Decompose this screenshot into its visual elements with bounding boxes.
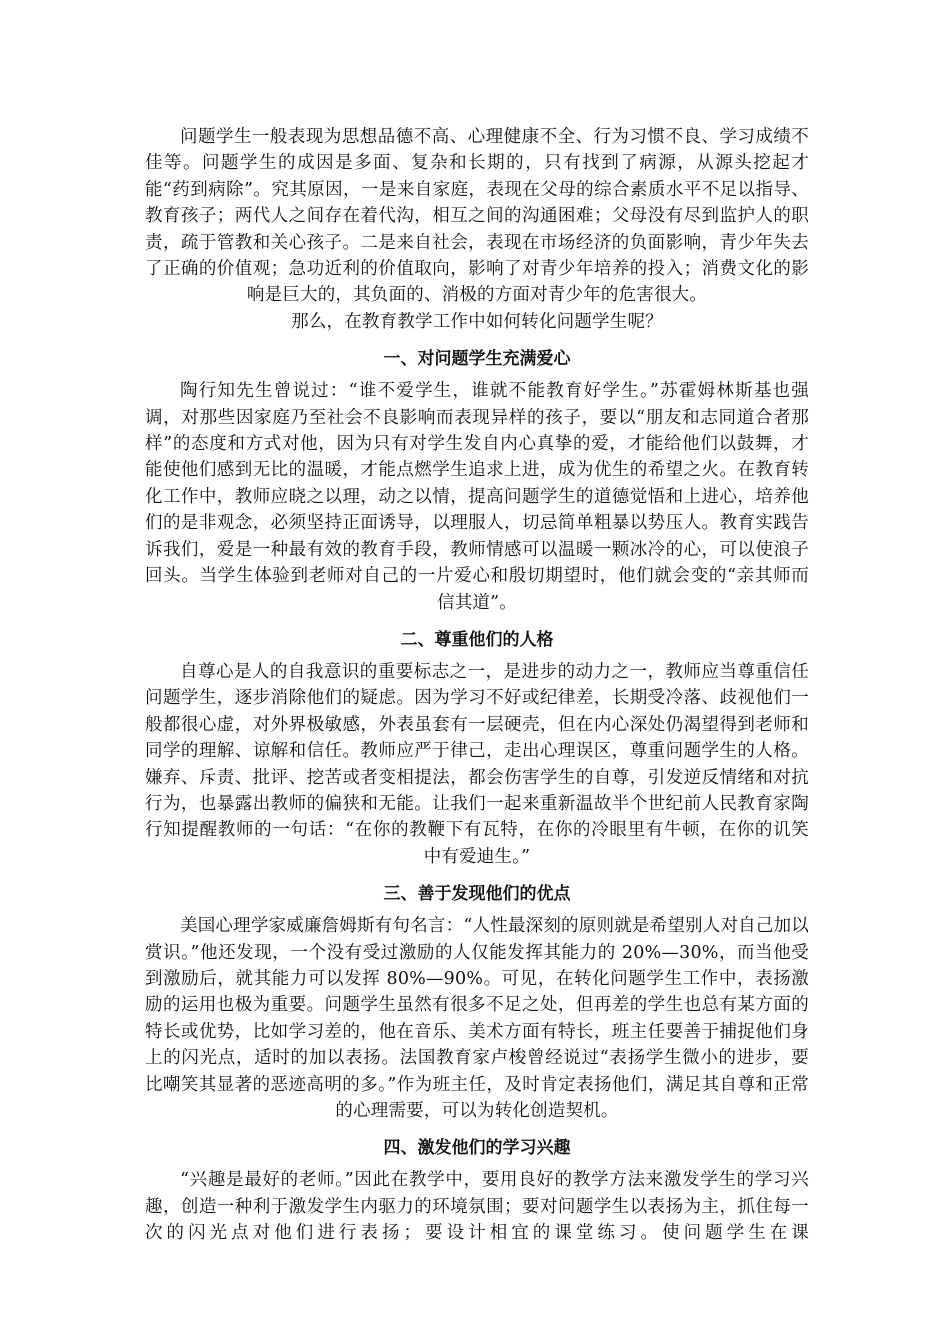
section-heading-3: 三、善于发现他们的优点 xyxy=(383,884,571,905)
section-heading-1: 一、对问题学生充满爱心 xyxy=(383,349,571,370)
intro-paragraph: 问题学生一般表现为思想品德不高、心理健康不全、行为习惯不良、学习成绩不佳等。问题学生的成因是多面、复杂和长期的，只有找到了病源，从源头挖起才能“药到病除”。究其原因，一是来自家庭，表现在父母的综合素质水平不足以指导、教育孩子；两代人之间存在着代沟，相互之间的沟通困难；父母没有尽到监护人的职责，疏于管教和关心孩子。二是来自社会，表现在市场经济的负面影响，青少年失去了正确的价值观；急功近利的价值取向，影响了对青少年培养的投入；消费文化的影响是巨大的，其负面的、消极的方面对青少年的危害很大。 xyxy=(145,127,809,306)
section-body-4: “兴趣是最好的老师。”因此在教学中，要用良好的教学方法来激发学生的学习兴趣，创造一种利于激发学生内驱力的环境氛围；要对问题学生以表扬为主，抓住每一次的闪光点对他们进行表扬；要设计相宜的课堂练习。使问题学生在课 xyxy=(145,1170,809,1244)
section-heading-4: 四、激发他们的学习兴趣 xyxy=(383,1138,571,1159)
document-page xyxy=(145,124,809,1247)
section-body-1: 陶行知先生曾说过：“谁不爱学生，谁就不能教育好学生。”苏霍姆林斯基也强调，对那些因家庭乃至社会不良影响而表现异样的孩子，要以“朋友和志同道合者那样”的态度和方式对他，因为只有对学生发自内心真挚的爱，才能给他们以鼓舞，才能使他们感到无比的温暖，才能点燃学生追求上进，成为优生的希望之火。在教育转化工作中，教师应晓之以理，动之以情，提高问题学生的道德觉悟和上进心，培养他们的是非观念，必须坚持正面诱导，以理服人，切忌简单粗暴以势压人。教育实践告诉我们，爱是一种最有效的教育手段，教师情感可以温暖一颗冰冷的心，可以使浪子回头。当学生体验到老师对自己的一片爱心和殷切期望时，他们就会变的“亲其师而信其道”。 xyxy=(145,381,809,613)
section-body-3: 美国心理学家威廉詹姆斯有句名言：“人性最深刻的原则就是希望别人对自己加以赏识。”他还发现，一个没有受过激励的人仅能发挥其能力的 20%—30%，而当他受到激励后，就其能力可以发挥 80%—90%。可见，在转化问题学生工作中，表扬激励的运用也极为重要。问题学生虽然有很多不足之处，但再差的学生也总有某方面的特长或优势，比如学习差的，他在音乐、美术方面有特长，班主任要善于捕捉他们身上的闪光点，适时的加以表扬。法国教育家卢梭曾经说过“表扬学生微小的进步，要比嘲笑其显著的恶迹高明的多。”作为班主任，及时肯定表扬他们，满足其自尊和正常的心理需要，可以为转化创造契机。 xyxy=(145,916,809,1121)
intro-question: 那么，在教育教学工作中如何转化问题学生呢？ xyxy=(291,311,663,332)
section-body-2: 自尊心是人的自我意识的重要标志之一，是进步的动力之一，教师应当尊重信任问题学生，逐步消除他们的疑虑。因为学习不好或纪律差，长期受冷落、歧视他们一般都很心虚，对外界极敏感，外表虽套有一层硬壳，但在内心深处仍渴望得到老师和同学的理解、谅解和信任。教师应严于律己，走出心理误区，尊重问题学生的人格。嫌弃、斥责、批评、挖苦或者变相提法，都会伤害学生的自尊，引发逆反情绪和对抗行为，也暴露出教师的偏狭和无能。让我们一起来重新温故半个世纪前人民教育家陶行知提醒教师的一句话：“在你的教鞭下有瓦特，在你的冷眼里有牛顿，在你的讥笑中有爱迪生。” xyxy=(145,661,809,867)
section-heading-2: 二、尊重他们的人格 xyxy=(400,629,554,650)
